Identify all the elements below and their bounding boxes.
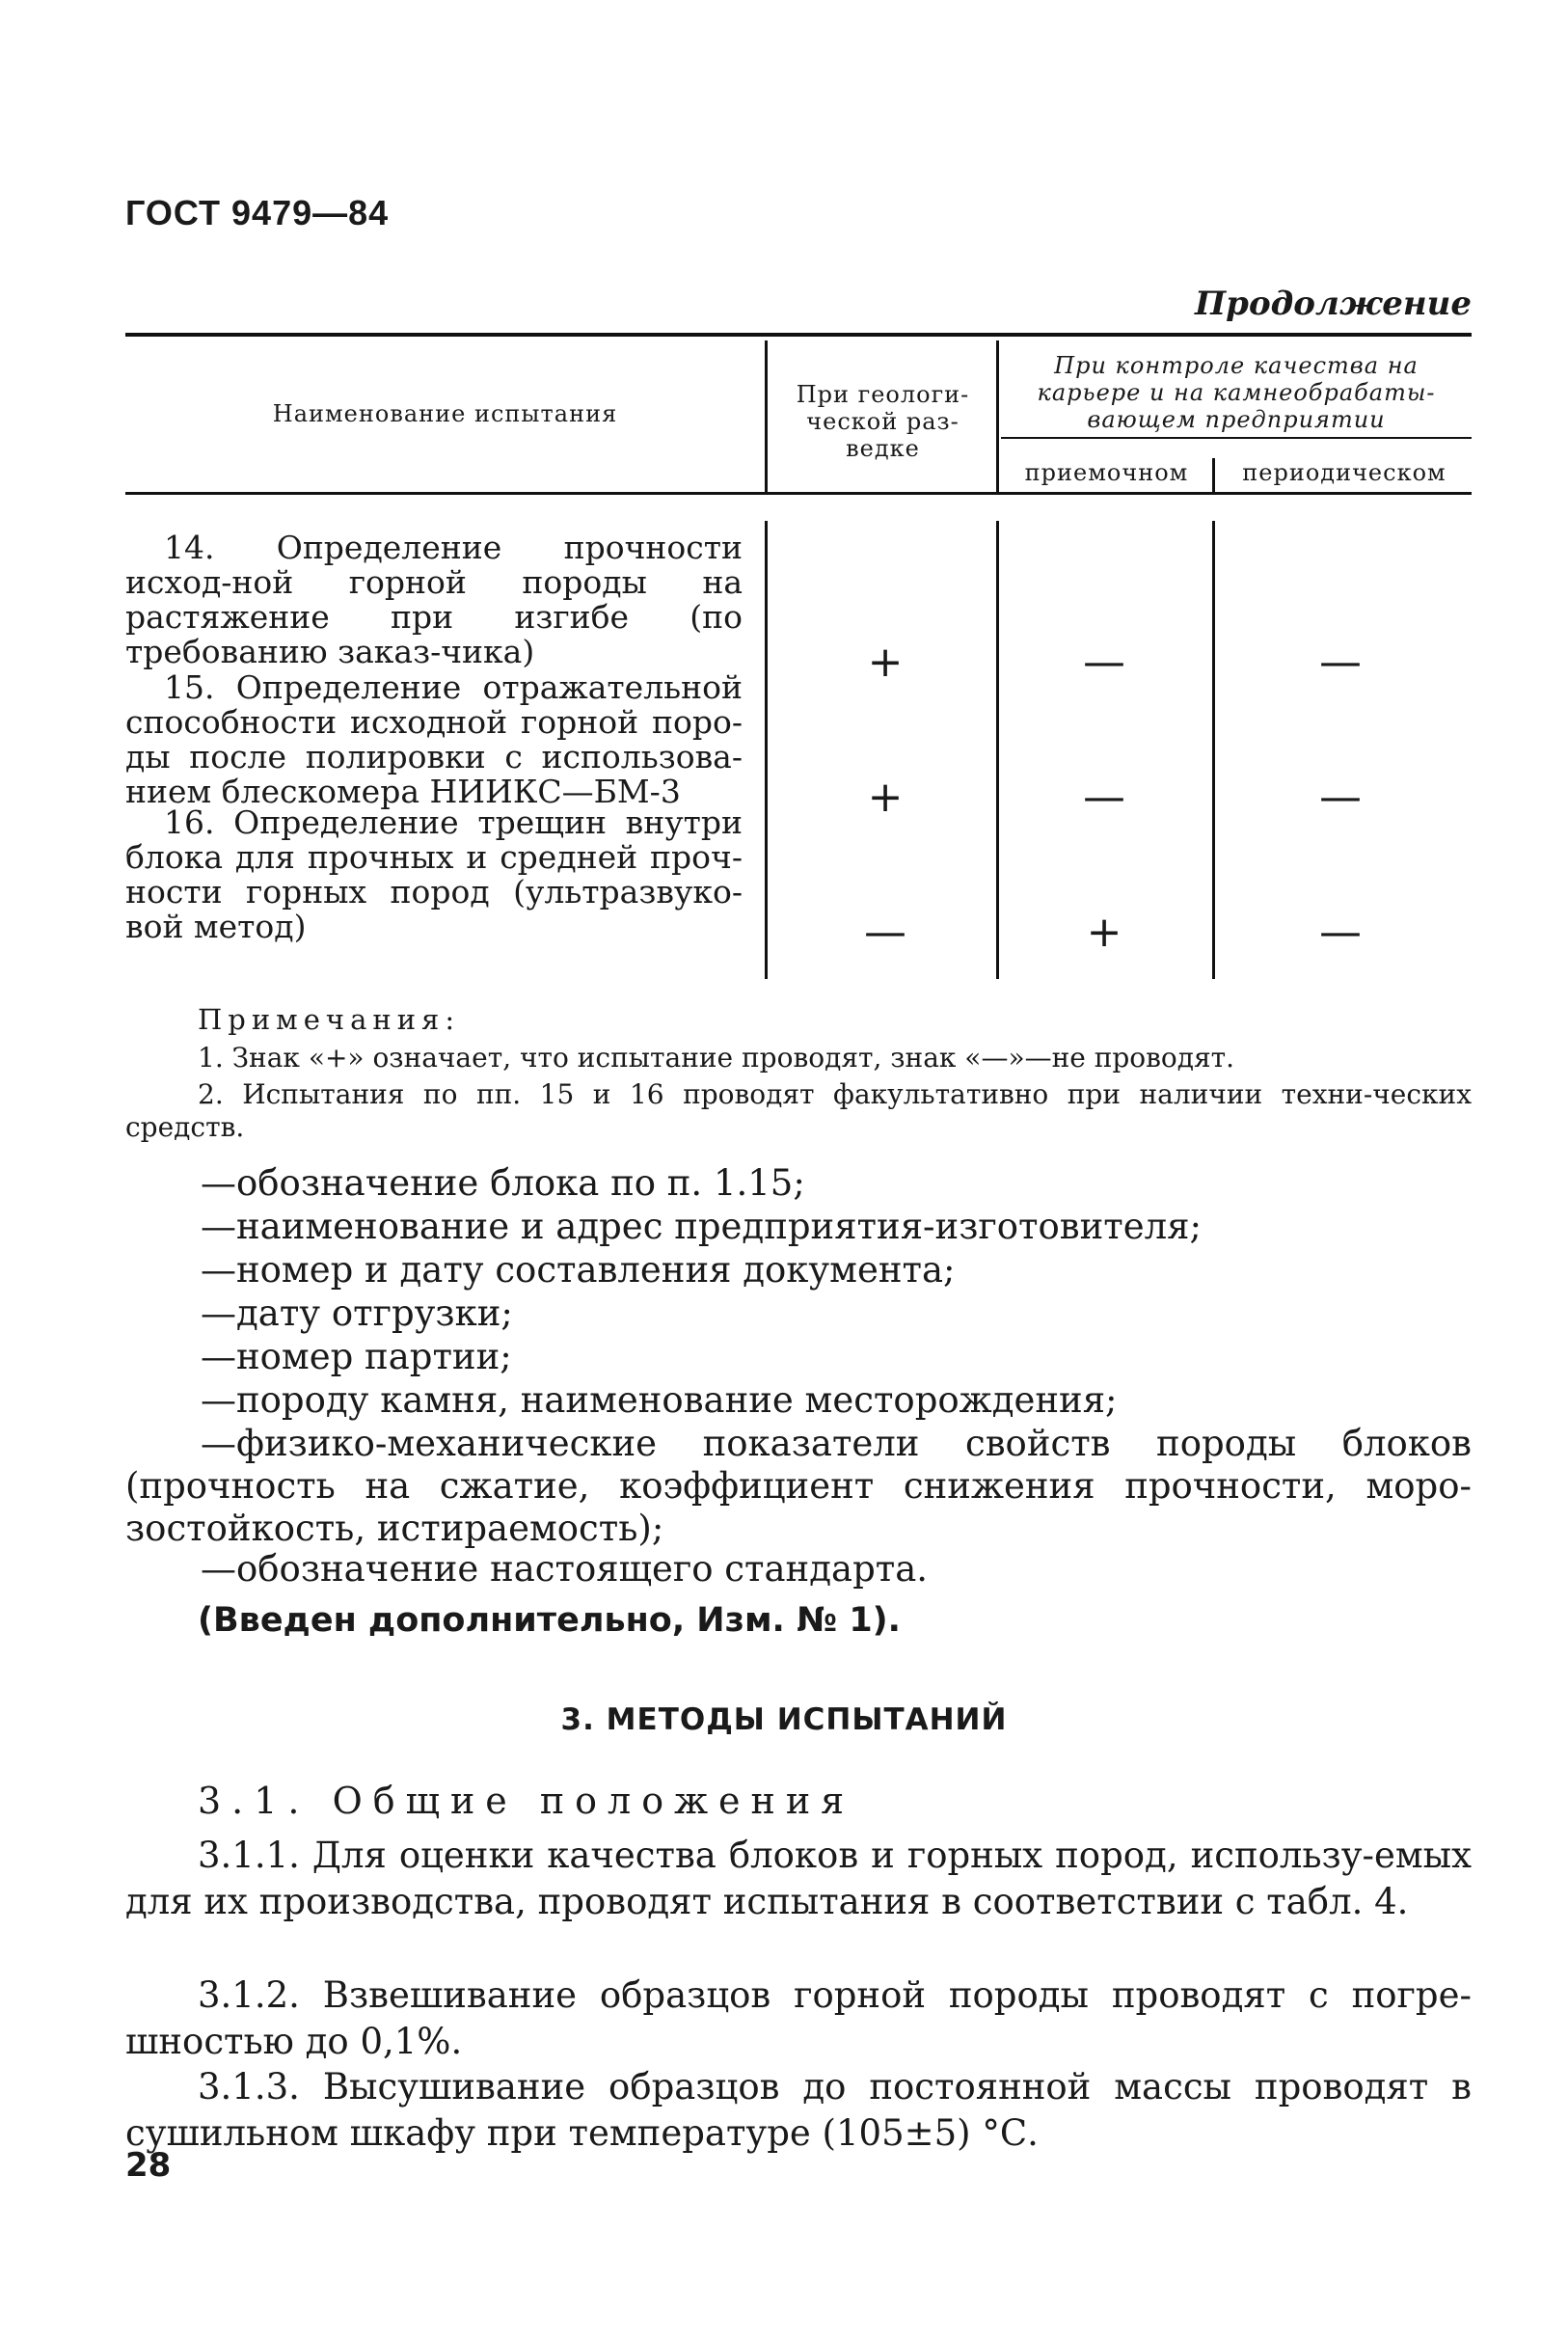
table-row-16-acceptance: +: [1086, 908, 1122, 957]
table-header-rule: [125, 492, 1472, 495]
subsection-title: 3.1. Общие положения: [198, 1780, 855, 1822]
paragraph-3-1-2: 3.1.2. Взвешивание образцов горной породы проводят с погре-шностью до 0,1%.: [125, 1974, 1472, 2062]
table-row-15-periodic: —: [1319, 773, 1362, 822]
paragraph-3-1-1: 3.1.1. Для оценки качества блоков и горных пород, использу-емых для их производства, проводят испытания в соответствии с табл. 4.: [125, 1835, 1472, 1922]
column-header-periodic: периодическом: [1242, 459, 1446, 486]
table-row-16-periodic: —: [1319, 908, 1362, 957]
list-item-4: —дату отгрузки;: [201, 1292, 513, 1334]
table-row-14-acceptance: —: [1083, 638, 1125, 687]
table-vline-3-head: [1212, 458, 1215, 492]
table-row-15-acceptance: —: [1083, 773, 1125, 822]
table-row-15-geo: +: [867, 773, 904, 822]
table-top-rule: [125, 333, 1472, 337]
paragraph-3-1-3: 3.1.3. Высушивание образцов до постоянной массы проводят в сушильном шкафу при температуре (105±5) °С.: [125, 2066, 1472, 2154]
table-row-16-text: 16. Определение трещин внутри блока для прочных и средней проч-ности горных пород (ультразвуко-вой метод): [125, 803, 743, 945]
notes-title: Примечания:: [198, 1003, 461, 1036]
column-header-acceptance: приемочном: [1024, 459, 1189, 486]
list-item-8: —обозначение настоящего стандарта.: [201, 1548, 929, 1590]
tests-table: [125, 333, 1472, 989]
continuation-label: Продолжение: [1195, 285, 1472, 323]
list-item-3: —номер и дату составления документа;: [201, 1249, 956, 1291]
note-1: 1. Знак «+» означает, что испытание проводят, знак «—»—не проводят.: [198, 1042, 1235, 1074]
table-row-15-text: 15. Определение отражательной способности исходной горной поро-ды после полировки с использова-нием блескомера НИИКС—БМ-3: [125, 668, 743, 810]
section-title: 3. МЕТОДЫ ИСПЫТАНИЙ: [560, 1702, 1008, 1737]
table-subheader-rule: [1001, 437, 1472, 439]
table-row-16-geo: —: [864, 908, 906, 957]
table-row-14-text: 14. Определение прочности исход-ной горной породы на растяжение при изгибе (по требованию заказ-чика): [125, 529, 743, 670]
note-2: 2. Испытания по пп. 15 и 16 проводят факультативно при наличии техни-ческих средств.: [125, 1078, 1472, 1143]
table-row-14-periodic: —: [1319, 638, 1362, 687]
list-item-1: —обозначение блока по п. 1.15;: [201, 1162, 805, 1204]
column-header-control: При контроле качества на карьере и на камнеобрабаты- вающем предприятии: [1037, 352, 1436, 433]
table-vline-1-head: [765, 340, 768, 493]
table-vline-2-body: [996, 521, 999, 979]
table-vline-2-head: [996, 340, 999, 493]
standard-header: ГОСТ 9479—84: [125, 193, 390, 232]
column-header-name: Наименование испытания: [272, 400, 618, 427]
list-item-6: —породу камня, наименование месторождения;: [201, 1379, 1118, 1421]
column-header-geo: При геологи- ческой раз- ведке: [796, 381, 970, 462]
amendment-note: (Введен дополнительно, Изм. № 1).: [198, 1601, 901, 1640]
table-row-14-geo: +: [867, 638, 904, 687]
list-item-5: —номер партии;: [201, 1336, 512, 1377]
list-item-2: —наименование и адрес предприятия-изготовителя;: [201, 1206, 1202, 1247]
list-item-7: —физико-механические показатели свойств породы блоков (прочность на сжатие, коэффициент снижения прочности, моро-зостойкость, истираемость);: [125, 1423, 1472, 1549]
page-number: 28: [125, 2146, 172, 2185]
table-vline-1-body: [765, 521, 768, 979]
table-vline-3-body: [1212, 521, 1215, 979]
